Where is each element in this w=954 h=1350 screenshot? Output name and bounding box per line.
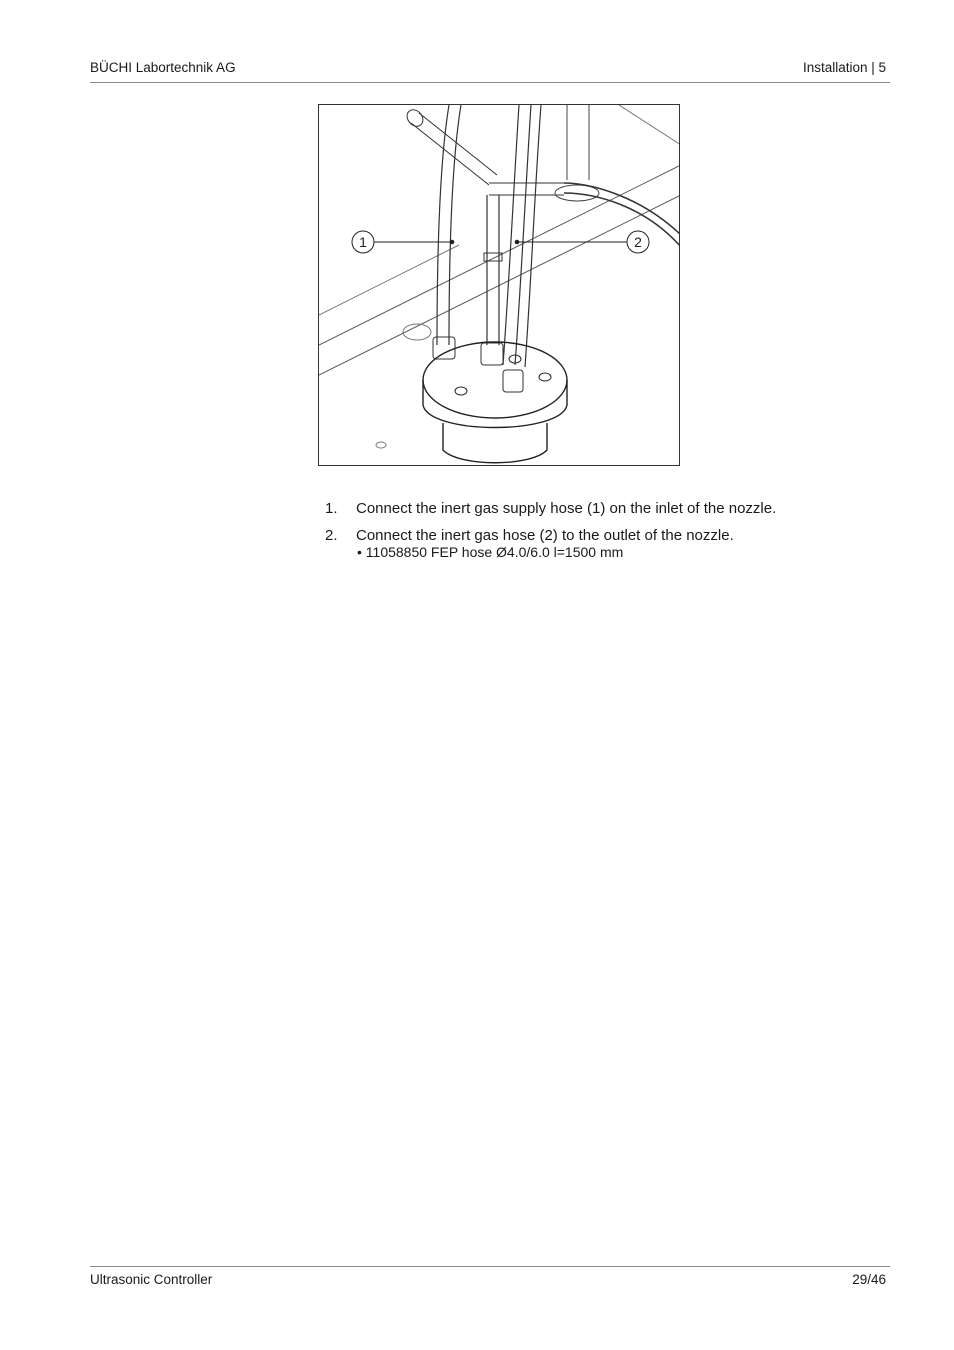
step-number: 2.	[325, 527, 338, 544]
step-text: Connect the inert gas supply hose (1) on the inlet of the nozzle.	[356, 500, 777, 517]
page-header	[90, 60, 890, 83]
callout-2-label: 2	[634, 234, 642, 250]
callout-1-label: 1	[359, 234, 367, 250]
company-name: BÜCHI Labortechnik AG	[90, 60, 236, 75]
page-footer	[90, 1266, 890, 1292]
step-text: Connect the inert gas hose (2) to the outlet of the nozzle.	[356, 527, 734, 544]
instruction-steps	[325, 500, 776, 568]
step-number: 1.	[325, 500, 338, 517]
nozzle-hose-illustration	[318, 104, 680, 466]
step-2	[325, 527, 776, 560]
step-1	[325, 500, 776, 517]
section-title: Installation | 5	[802, 60, 886, 75]
product-name: Ultrasonic Controller	[90, 1272, 213, 1287]
page-number: 29/46	[852, 1272, 886, 1287]
step-sub-item: • 11058850 FEP hose Ø4.0/6.0 l=1500 mm	[357, 544, 624, 560]
